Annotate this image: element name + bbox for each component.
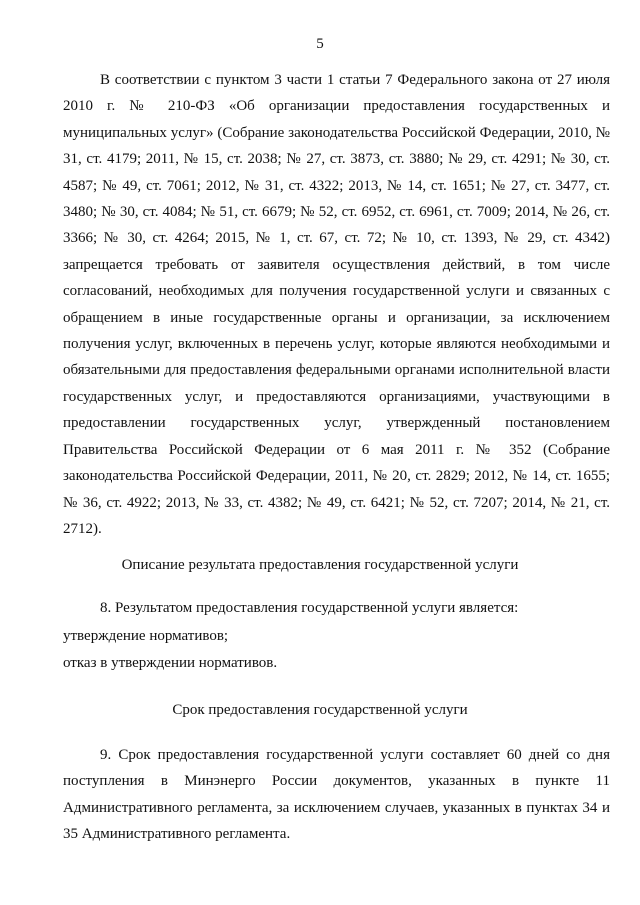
section-heading-term: Срок предоставления государственной услуги (172, 702, 468, 718)
item-9-text: 9. Срок предоставления государственной услуги составляет 60 дней со дня поступления в Минэнерго России документов, указанных в пункте 11 Административного регламента, за исключением случаев, указанных в пунктах 34 и 35 Административного регламента. (63, 747, 610, 843)
item-8-option-approve: утверждение нормативов; (63, 628, 229, 644)
section-heading-result: Описание результата предоставления государственной услуги (121, 557, 519, 573)
item-8-text: 8. Результатом предоставления государственной услуги является: (100, 600, 519, 616)
item-8-option-refuse: отказ в утверждении нормативов. (63, 655, 278, 671)
page-number: 5 (316, 36, 324, 52)
paragraph-legal-basis: В соответствии с пунктом 3 части 1 статьи 7 Федерального закона от 27 июля 2010 г. № 210-ФЗ «Об организации предоставления государственных и муниципальных услуг» (Собрание законодательства Российской Федерации, 2010, № 31, ст. 4179; 2011, № 15, ст. 2038; № 27, ст. 3873, ст. 3880; № 29, ст. 4291; № 30, ст. 4587; № 49, ст. 7061; 2012, № 31, ст. 4322; 2013, № 14, ст. 1651; № 27, ст. 3477, ст. 3480; № 30, ст. 4084; № 51, ст. 6679; № 52, ст. 6952, ст. 6961, ст. 7009; 2014, № 26, ст. 3366; № 30, ст. 4264; 2015, № 1, ст. 67, ст. 72; № 10, ст. 1393, № 29, ст. 4342) запрещается требовать от заявителя осуществления действий, в том числе согласований, необходимых для получения государственной услуги и связанных с обращением в иные государственные органы и организации, за исключением получения услуг, включенных в перечень услуг, которые являются необходимыми и обязательными для предоставления федеральными органами исполнительной власти государственных услуг, и предоставляются организациями, участвующими в предоставлении государственных услуг, утвержденный постановлением Правительства Российской Федерации от 6 мая 2011 г. № 352 (Собрание законодательства Российской Федерации, 2011, № 20, ст. 2829; 2012, № 14, ст. 1655; № 36, ст. 4922; 2013, № 33, ст. 4382; № 49, ст. 6421; № 52, ст. 7207; 2014, № 21, ст. 2712). (63, 72, 610, 537)
